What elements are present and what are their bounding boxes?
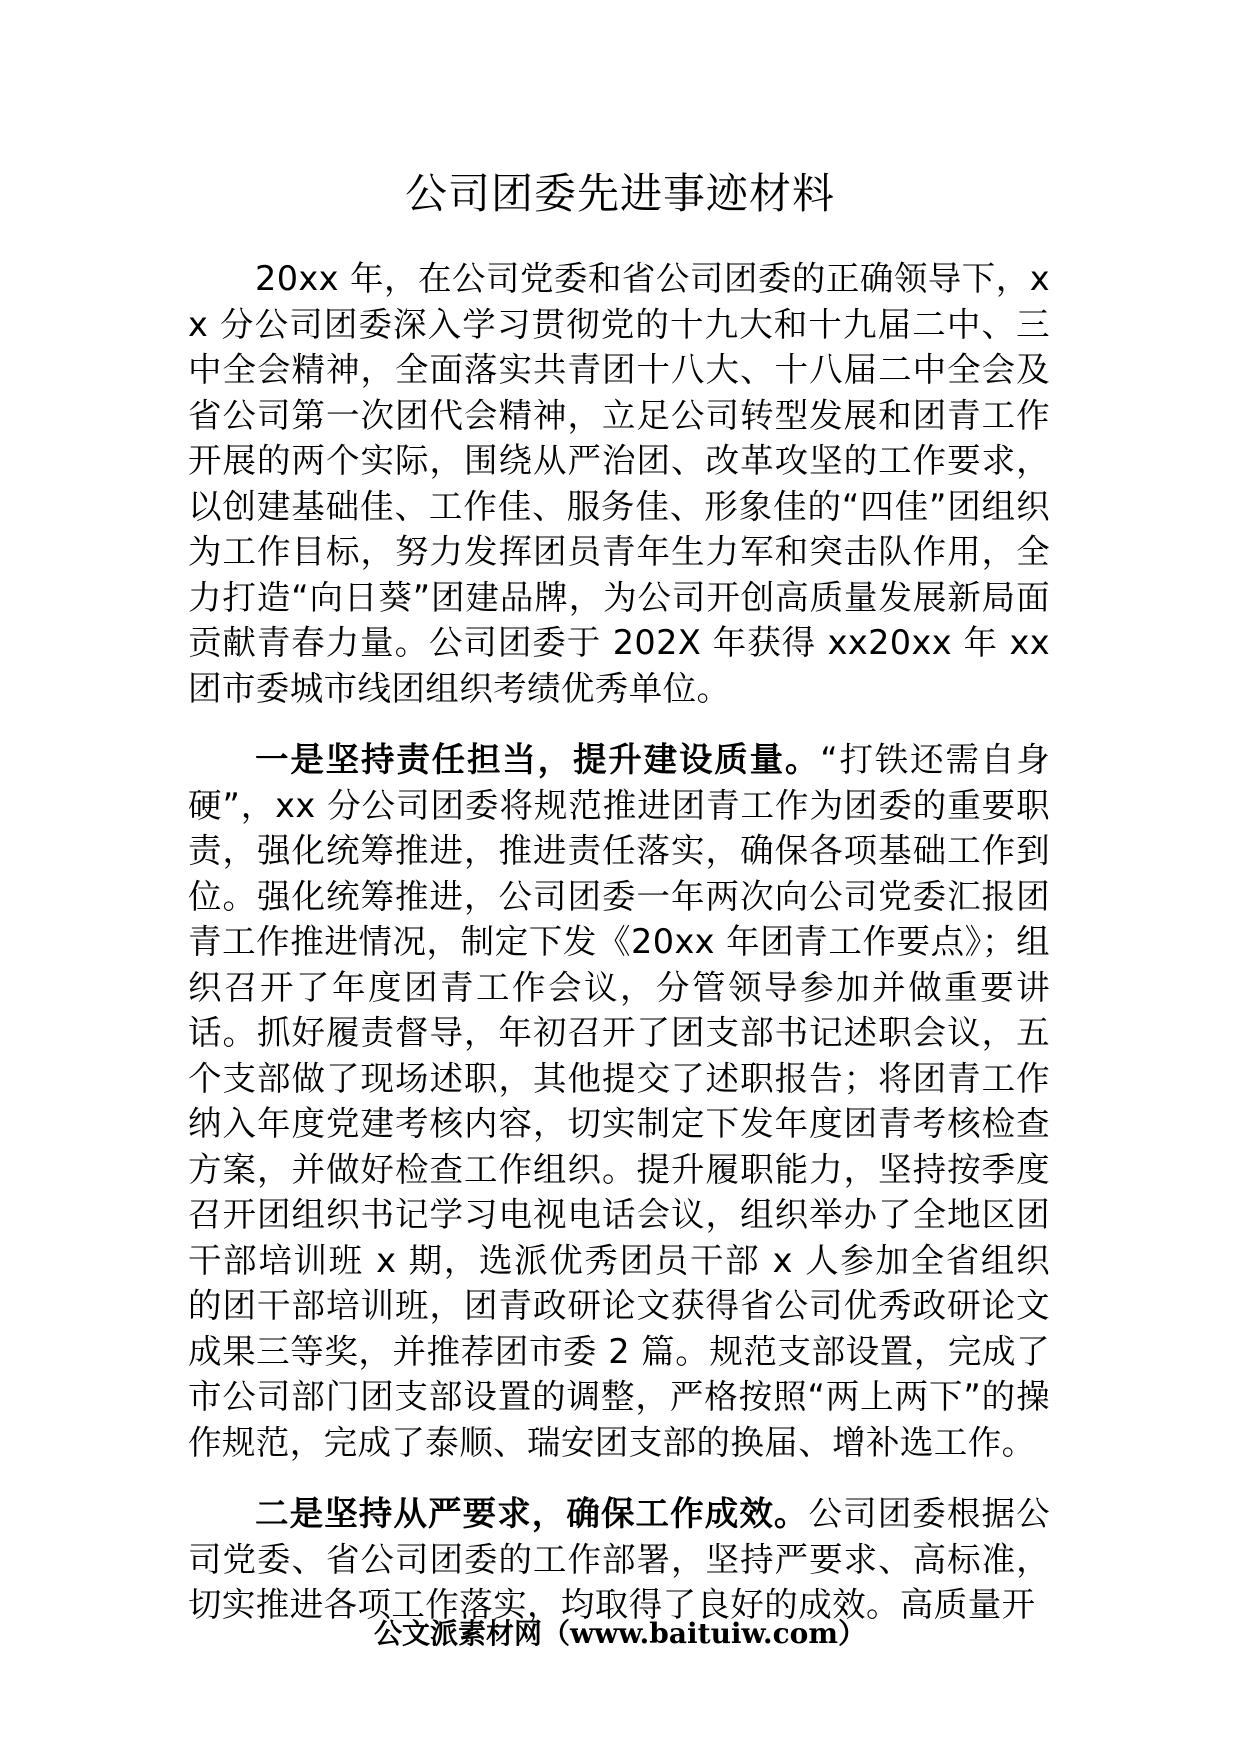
source-watermark: 公文派素材网（www.baituiw.com） [374,1617,866,1650]
document-title: 公司团委先进事迹材料 [404,169,835,218]
paragraph-text: 公司团委根据公司党委、省公司团委的工作部署，坚持严要求、高标准，切实推进各项工作落实，均取得了良好的成效。高质量开 [188,1494,1050,1624]
document-body [188,256,1050,1628]
paragraph-lead: 一是坚持责任担当，提升建设质量。 [255,740,821,779]
paragraph-lead: 二是坚持从严要求，确保工作成效。 [255,1494,809,1533]
paragraph-section-1 [188,737,1050,1465]
paragraph-text: “打铁还需自身硬”，xx 分公司团委将规范推进团青工作为团委的重要职责，强化统筹推进，推进责任落实，确保各项基础工作到位。强化统筹推进，公司团委一年两次向公司党委汇报团青工作推进情况，制定下发《20xx 年团青工作要点》；组织召开了年度团青工作会议，分管领导参加并做重要讲话。抓好履责督导，年初召开了团支部书记述职会议，五个支部做了现场述职，其他提交了述职报告；将团青工作纳入年度党建考核内容，切实制定下发年度团青考核检查方案，并做好检查工作组织。提升履职能力，坚持按季度召开团组织书记学习电视电话会议，组织举办了全地区团干部培训班 x 期，选派优秀团员干部 x 人参加全省组织的团干部培训班，团青政研论文获得省公司优秀政研论文成果三等奖，并推荐团市委 2 篇。规范支部设置，完成了市公司部门团支部设置的调整，严格按照“两上两下”的操作规范，完成了泰顺、瑞安团支部的换届、增补选工作。 [188,740,1050,1462]
paragraph-text: 20xx 年，在公司党委和省公司团委的正确领导下，xx 分公司团委深入学习贯彻党的十九大和十九届二中、三中全会精神，全面落实共青团十八大、十八届二中全会及省公司第一次团代会精神，立足公司转型发展和团青工作开展的两个实际，围绕从严治团、改革攻坚的工作要求，以创建基础佳、工作佳、服务佳、形象佳的“四佳”团组织为工作目标，努力发挥团员青年生力军和突击队作用，全力打造“向日葵”团建品牌，为公司开创高质量发展新局面贡献青春力量。公司团委于 202X 年获得 xx20xx 年 xx 团市委城市线团组织考绩优秀单位。 [188,259,1050,708]
paragraph-section-2 [188,1491,1050,1628]
paragraph-intro [188,256,1050,711]
